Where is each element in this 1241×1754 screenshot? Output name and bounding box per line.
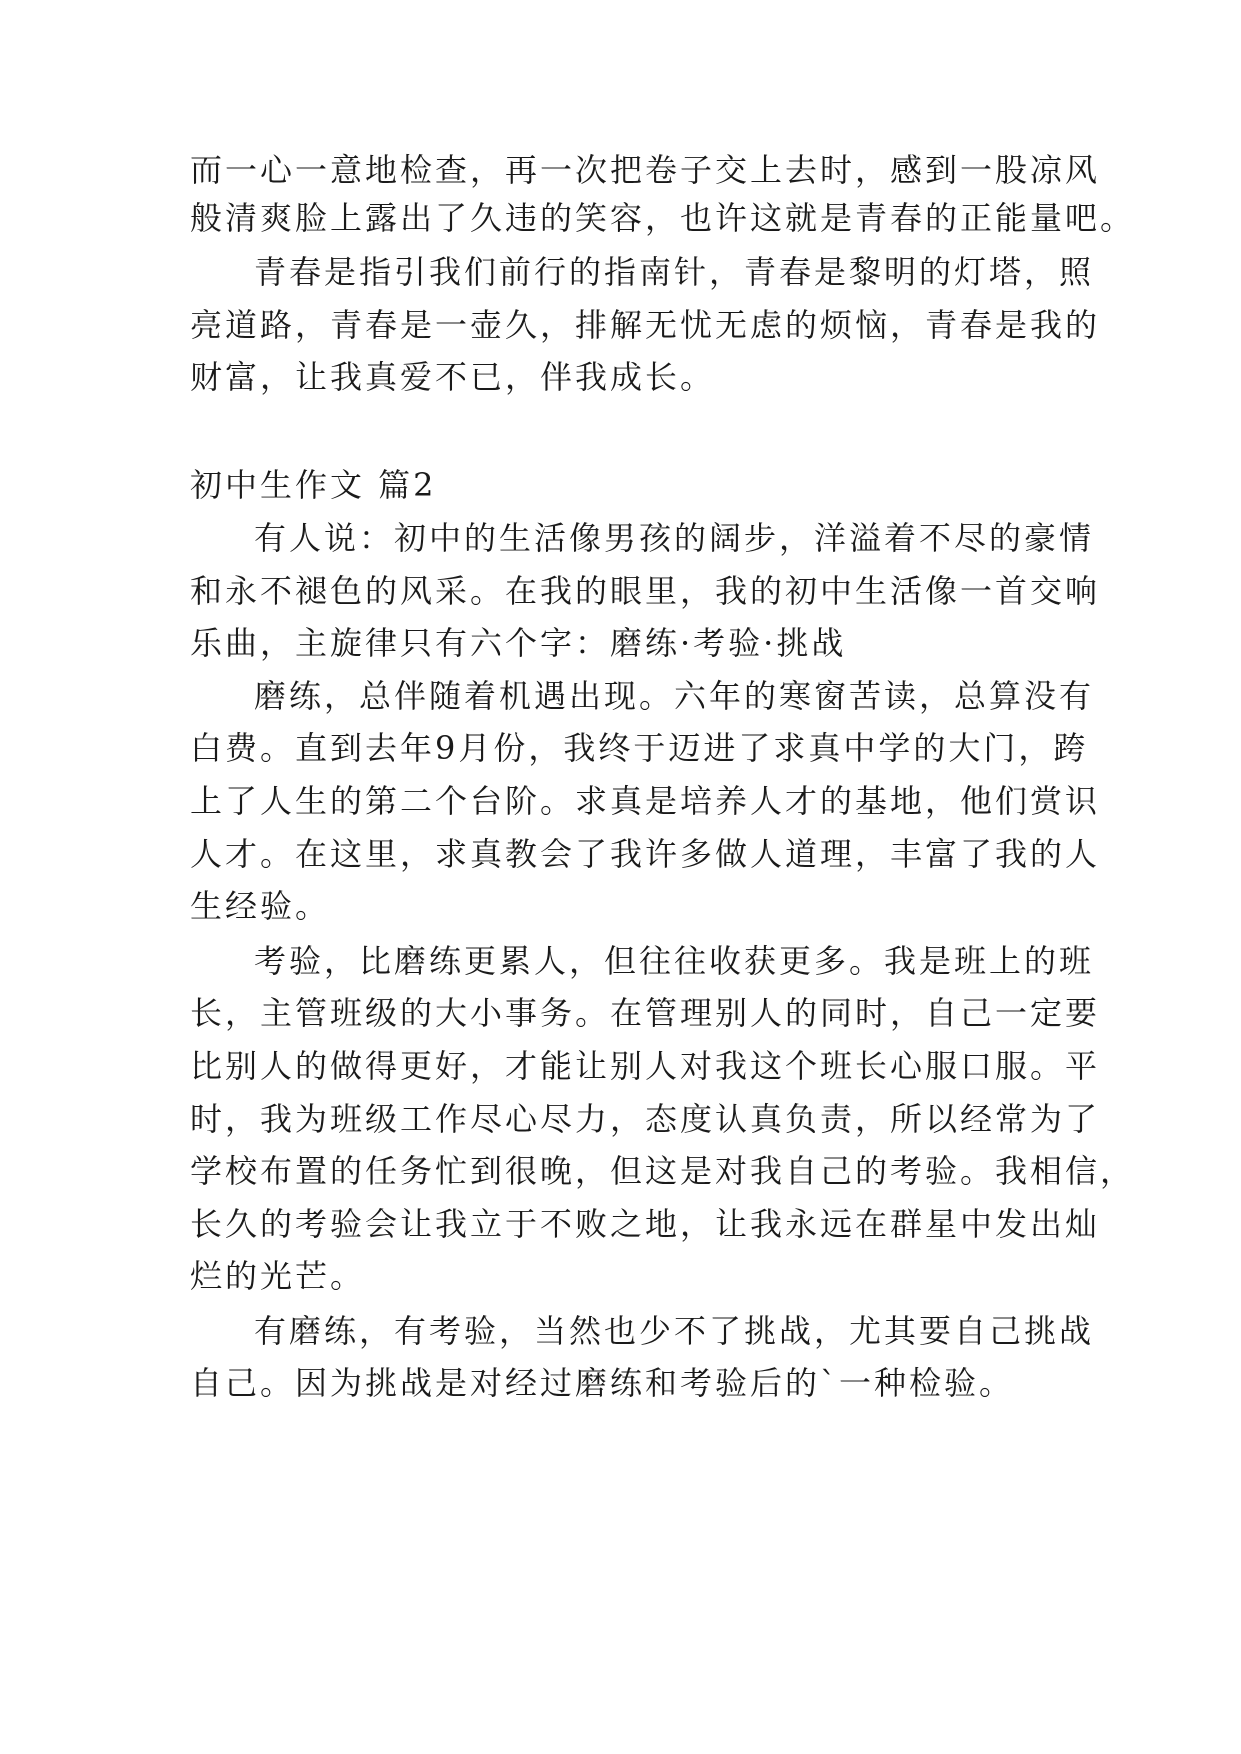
text-line: 比别人的做得更好，才能让别人对我这个班长心服口服。平 [190, 1047, 1101, 1085]
text-line: 般清爽脸上露出了久违的笑容，也许这就是青春的正能量吧。 [190, 199, 1136, 237]
text-line: 上了人生的第二个台阶。求真是培养人才的基地，他们赏识 [190, 782, 1101, 820]
text-line: 青春是指引我们前行的指南针，青春是黎明的灯塔，照 [254, 253, 1095, 291]
text-line: 生经验。 [190, 887, 331, 925]
text-line: 乐曲，主旋律只有六个字：磨练·考验·挑战 [190, 624, 847, 662]
text-line: 时，我为班级工作尽心尽力，态度认真负责，所以经常为了 [190, 1100, 1101, 1138]
text-line: 考验，比磨练更累人，但往往收获更多。我是班上的班 [254, 942, 1095, 980]
text-line: 亮道路，青春是一壶久，排解无忧无虑的烦恼，青春是我的 [190, 306, 1101, 344]
text-line: 磨练，总伴随着机遇出现。六年的寒窗苦读，总算没有 [254, 677, 1095, 715]
text-line: 人才。在这里，求真教会了我许多做人道理，丰富了我的人 [190, 835, 1101, 873]
text-line: 有人说：初中的生活像男孩的阔步，洋溢着不尽的豪情 [254, 519, 1095, 557]
text-line: 自己。因为挑战是对经过磨练和考验后的`一种检验。 [190, 1364, 1015, 1402]
text-line: 长，主管班级的大小事务。在管理别人的同时，自己一定要 [190, 994, 1101, 1032]
text-line: 和永不褪色的风采。在我的眼里，我的初中生活像一首交响 [190, 572, 1101, 610]
text-line: 长久的考验会让我立于不败之地，让我永远在群星中发出灿 [190, 1205, 1101, 1243]
text-line: 学校布置的任务忙到很晚，但这是对我自己的考验。我相信， [190, 1152, 1136, 1190]
text-line: 白费。直到去年9月份，我终于迈进了求真中学的大门，跨 [190, 729, 1089, 767]
text-line: 烂的光芒。 [190, 1257, 366, 1295]
text-line: 财富，让我真爱不已，伴我成长。 [190, 358, 716, 396]
text-line: 有磨练，有考验，当然也少不了挑战，尤其要自己挑战 [254, 1312, 1095, 1350]
text-line: 而一心一意地检查，再一次把卷子交上去时，感到一股凉风 [190, 151, 1101, 189]
section-heading: 初中生作文 篇2 [190, 466, 437, 504]
